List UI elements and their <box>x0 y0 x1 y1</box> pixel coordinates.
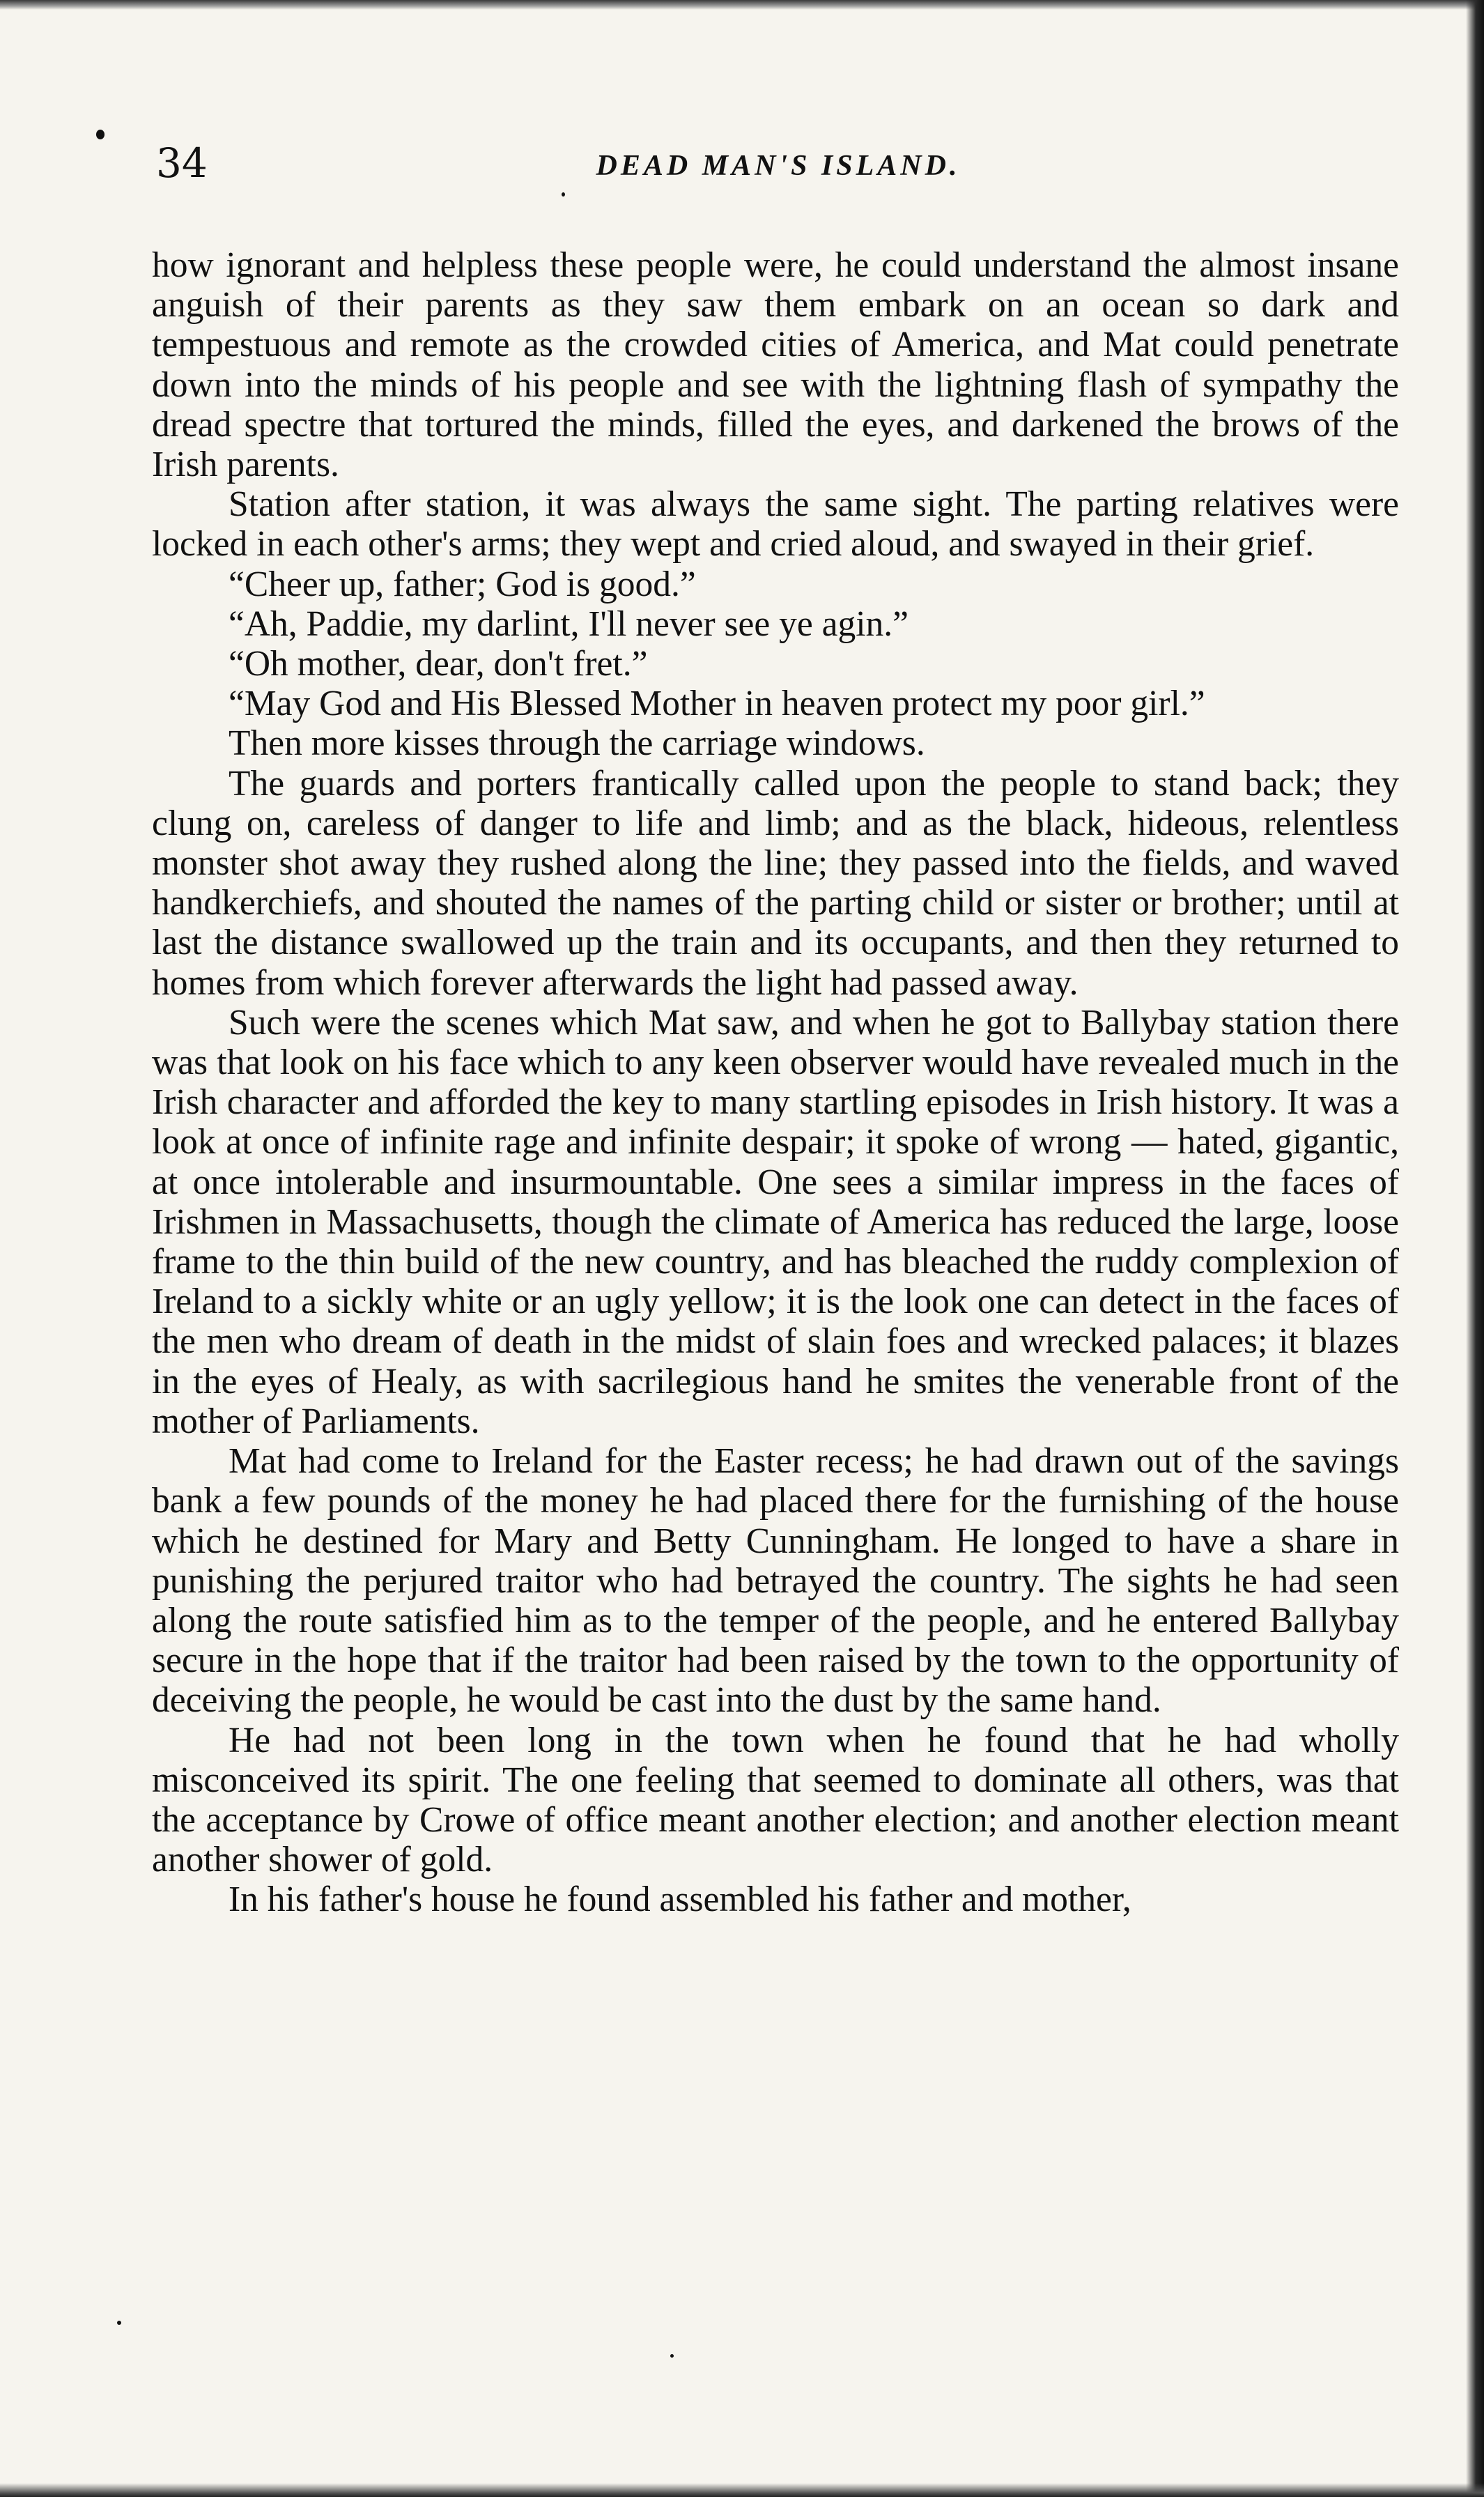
running-title: DEAD MAN'S ISLAND. <box>596 150 961 182</box>
paragraph: He had not been long in the town when he found that he had wholly misconceived its spirit. The one feeling that seemed to dominate all others, was that the acceptance by Crowe of office meant another election; and another election meant another shower of gold. <box>152 1720 1399 1880</box>
paragraph: The guards and porters frantically called upon the people to stand back; they clung on, careless of danger to life and limb; and as the black, hideous, relentless monster shot away they rushed along the line; they passed into the fields, and waved handkerchiefs, and shouted the names of the parting child or sister or brother; until at last the distance swallowed up the train and its occupants, and then they returned to homes from which forever afterwards the light had passed away. <box>152 763 1399 1003</box>
scan-top-edge <box>0 0 1484 10</box>
dialogue-line: “Oh mother, dear, don't fret.” <box>229 644 648 684</box>
paragraph: Mat had come to Ireland for the Easter recess; he had drawn out of the savings bank a few pounds of the money he had placed there for the furnishing of the house which he destined for Mary and Betty Cunningham. He longed to have a share in punishing the perjured traitor who had betrayed the country. The sights he had seen along the route satisfied him as to the temper of the people, and he entered Ballybay secure in the hope that if the traitor had been raised by the town to the opportunity of deceiving the people, he would be cast into the dust by the same hand. <box>152 1441 1399 1721</box>
paragraph: how ignorant and helpless these people were, he could understand the almost insane anguish of their parents as they saw them embark on an ocean so dark and tempestuous and remote as the crowded cities of America, and Mat could penetrate down into the minds of his people and see with the lightning flash of sympathy the dread spectre that tortured the minds, filled the eyes, and darkened the brows of the Irish parents. <box>152 245 1399 485</box>
paragraph: Then more kisses through the carriage windows. <box>229 723 925 764</box>
dialogue-line: “Ah, Paddie, my darlint, I'll never see ye agin.” <box>229 604 909 644</box>
scan-right-edge <box>1466 0 1484 2497</box>
page-header <box>156 139 1400 195</box>
body-text <box>152 245 1399 1920</box>
dialogue-line: “Cheer up, father; God is good.” <box>229 564 696 604</box>
paragraph: Station after station, it was always the same sight. The parting relatives were locked in each other's arms; they wept and cried aloud, and swayed in their grief. <box>152 484 1399 564</box>
paragraph: In his father's house he found assembled his father and mother, <box>229 1880 1131 1920</box>
ink-speck <box>670 2354 674 2358</box>
page-number: 34 <box>156 139 208 187</box>
ink-speck <box>117 2321 121 2325</box>
ink-speck <box>96 130 105 139</box>
paragraph: Such were the scenes which Mat saw, and when he got to Ballybay station there was that look on his face which to any keen observer would have revealed much in the Irish character and afforded the key to many startling episodes in Irish history. It was a look at once of infinite rage and infinite despair; it spoke of wrong — hated, gigantic, at once intolerable and insurmountable. One sees a similar impress in the faces of Irishmen in Massachusetts, though the climate of America has reduced the large, loose frame to the thin build of the new country, and has bleached the ruddy complexion of Ireland to a sickly white or an ugly yellow; it is the look one can detect in the faces of the men who dream of death in the midst of slain foes and wrecked palaces; it blazes in the eyes of Healy, as with sacrilegious hand he smites the venerable front of the mother of Parliaments. <box>152 1002 1399 1441</box>
scan-bottom-edge <box>0 2483 1484 2497</box>
dialogue-line: “May God and His Blessed Mother in heaven protect my poor girl.” <box>229 684 1205 724</box>
